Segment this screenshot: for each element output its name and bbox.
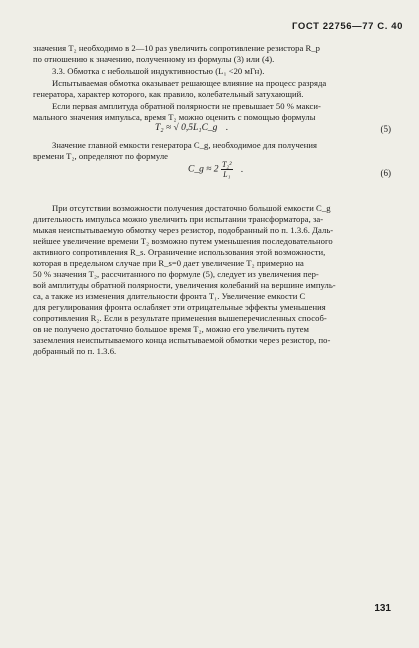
text-line: Испытываемая обмотка оказывает решающее влияние на процесс разряда (52, 78, 327, 88)
formula-6-lhs: C_g ≈ 2 (188, 164, 219, 175)
formula-5-expression: T₂ ≈ √ 0,5L₁C_g (155, 123, 218, 133)
formula-5-dot: . (225, 123, 229, 133)
text-line: мального значения импульса, время Т₂ можно оценить с помощью формулы (33, 112, 316, 122)
text-line: для регулирования фронта ослабляет эти отрицательные эффекты уменьшения (33, 302, 326, 312)
text-line: 50 % значения Т₂, рассчитанного по формуле (5), следует из увеличения пер- (33, 269, 319, 279)
text-line: генератора, характер которого, как правило, колебательный затухающий. (33, 89, 304, 99)
text-line: Значение главной емкости генератора С_g, необходимое для получения (52, 140, 317, 150)
text-line: ов не получено достаточно большое время Т₂, можно его увеличить путем (33, 324, 310, 334)
text-line: длительность импульса можно увеличить при испытании трансформатора, за- (33, 214, 324, 224)
text-line: мыкая неиспытываемую обмотку через резистор, подобранный по п. 1.3.6. Даль- (33, 225, 334, 235)
text-line: активного сопротивления R_s. Ограничение использования этой возможности, (33, 247, 326, 257)
text-line: времени Т₂, определяют по формуле (33, 151, 169, 161)
text-line: са, а также из изменения длительности фронта Т₁. Увеличение емкости С (33, 291, 306, 301)
equation-number-6: (6) (380, 168, 391, 178)
text-line: значения Т₂ необходимо в 2—10 раз увеличить сопротивление резистора R_р (33, 43, 321, 53)
text-line: Если первая амплитуда обратной полярности не превышает 50 % макси- (52, 101, 321, 111)
text-line: сопротивления R₂. Если в результате применения вышеперечисленных способ- (33, 313, 327, 323)
page-header: ГОСТ 22756—77 С. 40 (292, 21, 403, 32)
page-number: 131 (374, 603, 391, 614)
formula-6-dot: . (240, 164, 244, 175)
section-heading: 3.3. Обмотка с небольшой индуктивностью (L₁ <20 мГн). (52, 66, 265, 76)
text-line: по отношению к значению, полученному из формулы (3) или (4). (33, 54, 275, 64)
text-line: При отсутствии возможности получения достаточно большой емкости С_g (52, 203, 331, 213)
text-line: заземления неиспытываемого конца испытываемой обмотки через резистор, по- (33, 335, 331, 345)
formula-5 (155, 123, 228, 133)
formula-6-fraction (221, 160, 233, 179)
text-line: которая в предельном случае при R_s=0 дает увеличение Т₂ примерно на (33, 258, 304, 268)
formula-6-numerator: T₂² (221, 160, 232, 169)
text-line: добранный по п. 1.3.6. (33, 346, 117, 356)
equation-number-5: (5) (380, 124, 391, 134)
text-line: нейшее увеличение времени Т₂ возможно путем уменьшения последовательного (33, 236, 333, 246)
formula-6 (188, 160, 243, 179)
text-line: вой амплитуды обратной полярности, увеличения колебаний на вершине импуль- (33, 280, 336, 290)
formula-6-denominator: L₁ (223, 170, 231, 179)
